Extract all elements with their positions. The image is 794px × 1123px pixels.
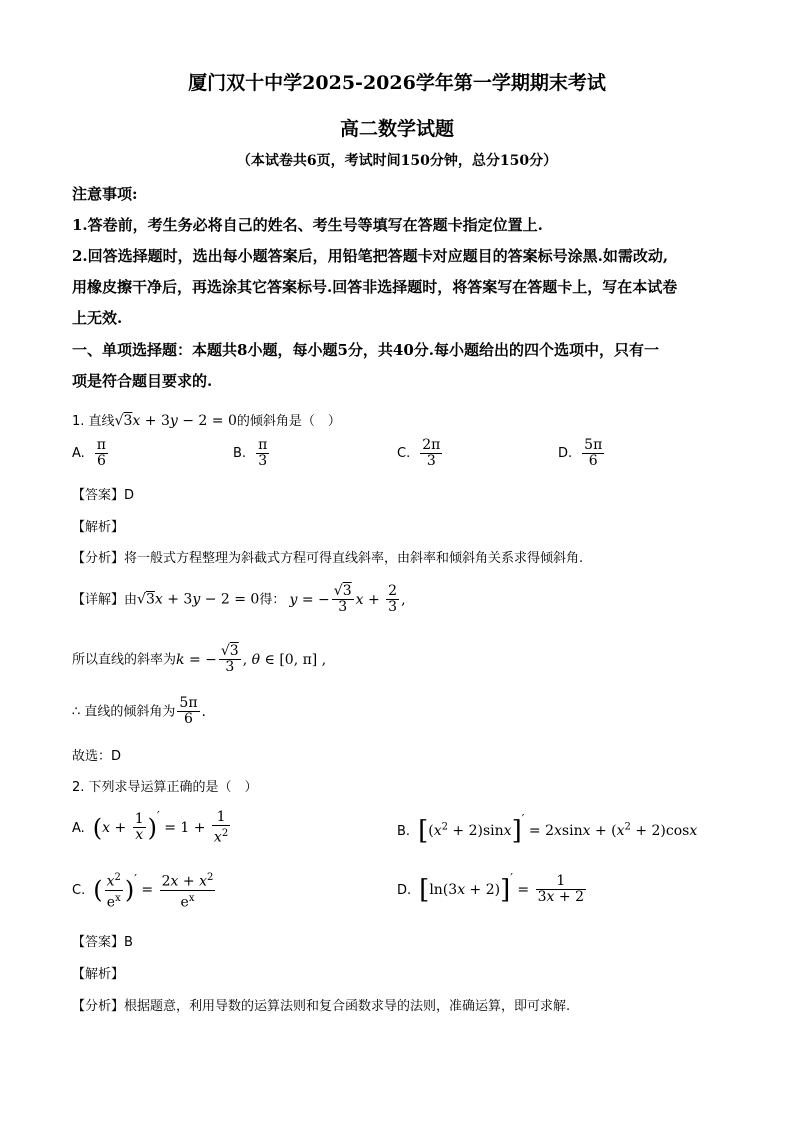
q1-slope-line: 所以直线的斜率为k = − $\frac{√3}{3}$ , θ ∈ [0, π] ,	[72, 643, 327, 675]
q2-option-d: D. [ln(3x + 2)]′ = $\frac{1}{3x + 2}$	[397, 870, 584, 905]
notes-item-2-line-1: 2.回答选择题时，选出每小题答案后，用铅笔把答题卡对应题目的答案标号涂黑.如需改动,	[72, 247, 669, 265]
q2-answer: 【答案】B	[72, 935, 133, 950]
q1-option-a: A. $\frac{\pi}{6}$	[72, 437, 106, 469]
q1-choose: 故选：D	[72, 749, 122, 764]
q1-option-d: D. $\frac{5\pi}{6}$	[558, 437, 603, 469]
exam-info: （本试卷共6页，考试时间150分钟，总分150分）	[236, 153, 558, 169]
q1-number: 1.	[72, 414, 85, 429]
q1-suffix: 的倾斜角是（ ）	[236, 414, 341, 429]
section1-line-1: 一、单项选择题：本题共8小题，每小题5分，共40分.每小题给出的四个选项中，只有一	[72, 341, 659, 359]
section1-line-2: 项是符合题目要求的.	[72, 372, 213, 390]
notes-item-2-line-3: 上无效.	[72, 309, 123, 327]
q1-prefix: 直线	[88, 414, 115, 429]
q1-equation: √3x + 3y − 2 = 0	[114, 413, 237, 429]
notes-heading: 注意事项:	[72, 185, 138, 203]
q1-answer: 【答案】D	[72, 488, 135, 503]
notes-item-2-line-2: 用橡皮擦干净后，再选涂其它答案标号.回答非选择题时，将答案写在答题卡上，写在本试卷	[72, 278, 678, 296]
q2-option-a: A. (x + $\frac{1}{x}$ )′ = 1 + $\frac{1}{x^2}$	[72, 809, 229, 846]
q2-fenxi: 【分析】根据题意，利用导数的运算法则和复合函数求导的法则，准确运算，即可求解.	[72, 999, 571, 1014]
q1-detail: 【详解】由√3x + 3y − 2 = 0得： y = − $\frac{√3}{3}$ x + $\frac{2}{3}$ ,	[72, 583, 406, 615]
q1-option-b: B. $\frac{\pi}{3}$	[233, 437, 268, 469]
q2-option-b: B. $[(x^2 + 2)\sin x]' = 2xsinx + (x^2 + 2)\cos x$	[397, 812, 698, 846]
q1-analysis-tag: 【解析】	[72, 520, 125, 535]
exam-title: 厦门双十中学2025-2026学年第一学期期末考试	[188, 72, 606, 94]
exam-subtitle: 高二数学试题	[339, 118, 454, 140]
q1-stem	[72, 410, 341, 429]
notes-item-1: 1.答卷前，考生务必将自己的姓名、考生号等填写在答题卡指定位置上.	[72, 216, 543, 234]
q1-option-c: C. $\frac{2\pi}{3}$	[397, 437, 441, 469]
q2-analysis-tag: 【解析】	[72, 967, 125, 982]
q2-option-c: C. ( $\frac{x^2}{e^x}$ )′ = $\frac{2x + x^2}{e^x}$	[72, 871, 214, 911]
q1-angle-line: ∴ 直线的倾斜角为 $\frac{5\pi}{6}$ .	[72, 695, 206, 727]
q2-stem: 2. 下列求导运算正确的是（ ）	[72, 780, 258, 795]
q1-fenxi: 【分析】将一般式方程整理为斜截式方程可得直线斜率，由斜率和倾斜角关系求得倾斜角.	[72, 551, 584, 566]
